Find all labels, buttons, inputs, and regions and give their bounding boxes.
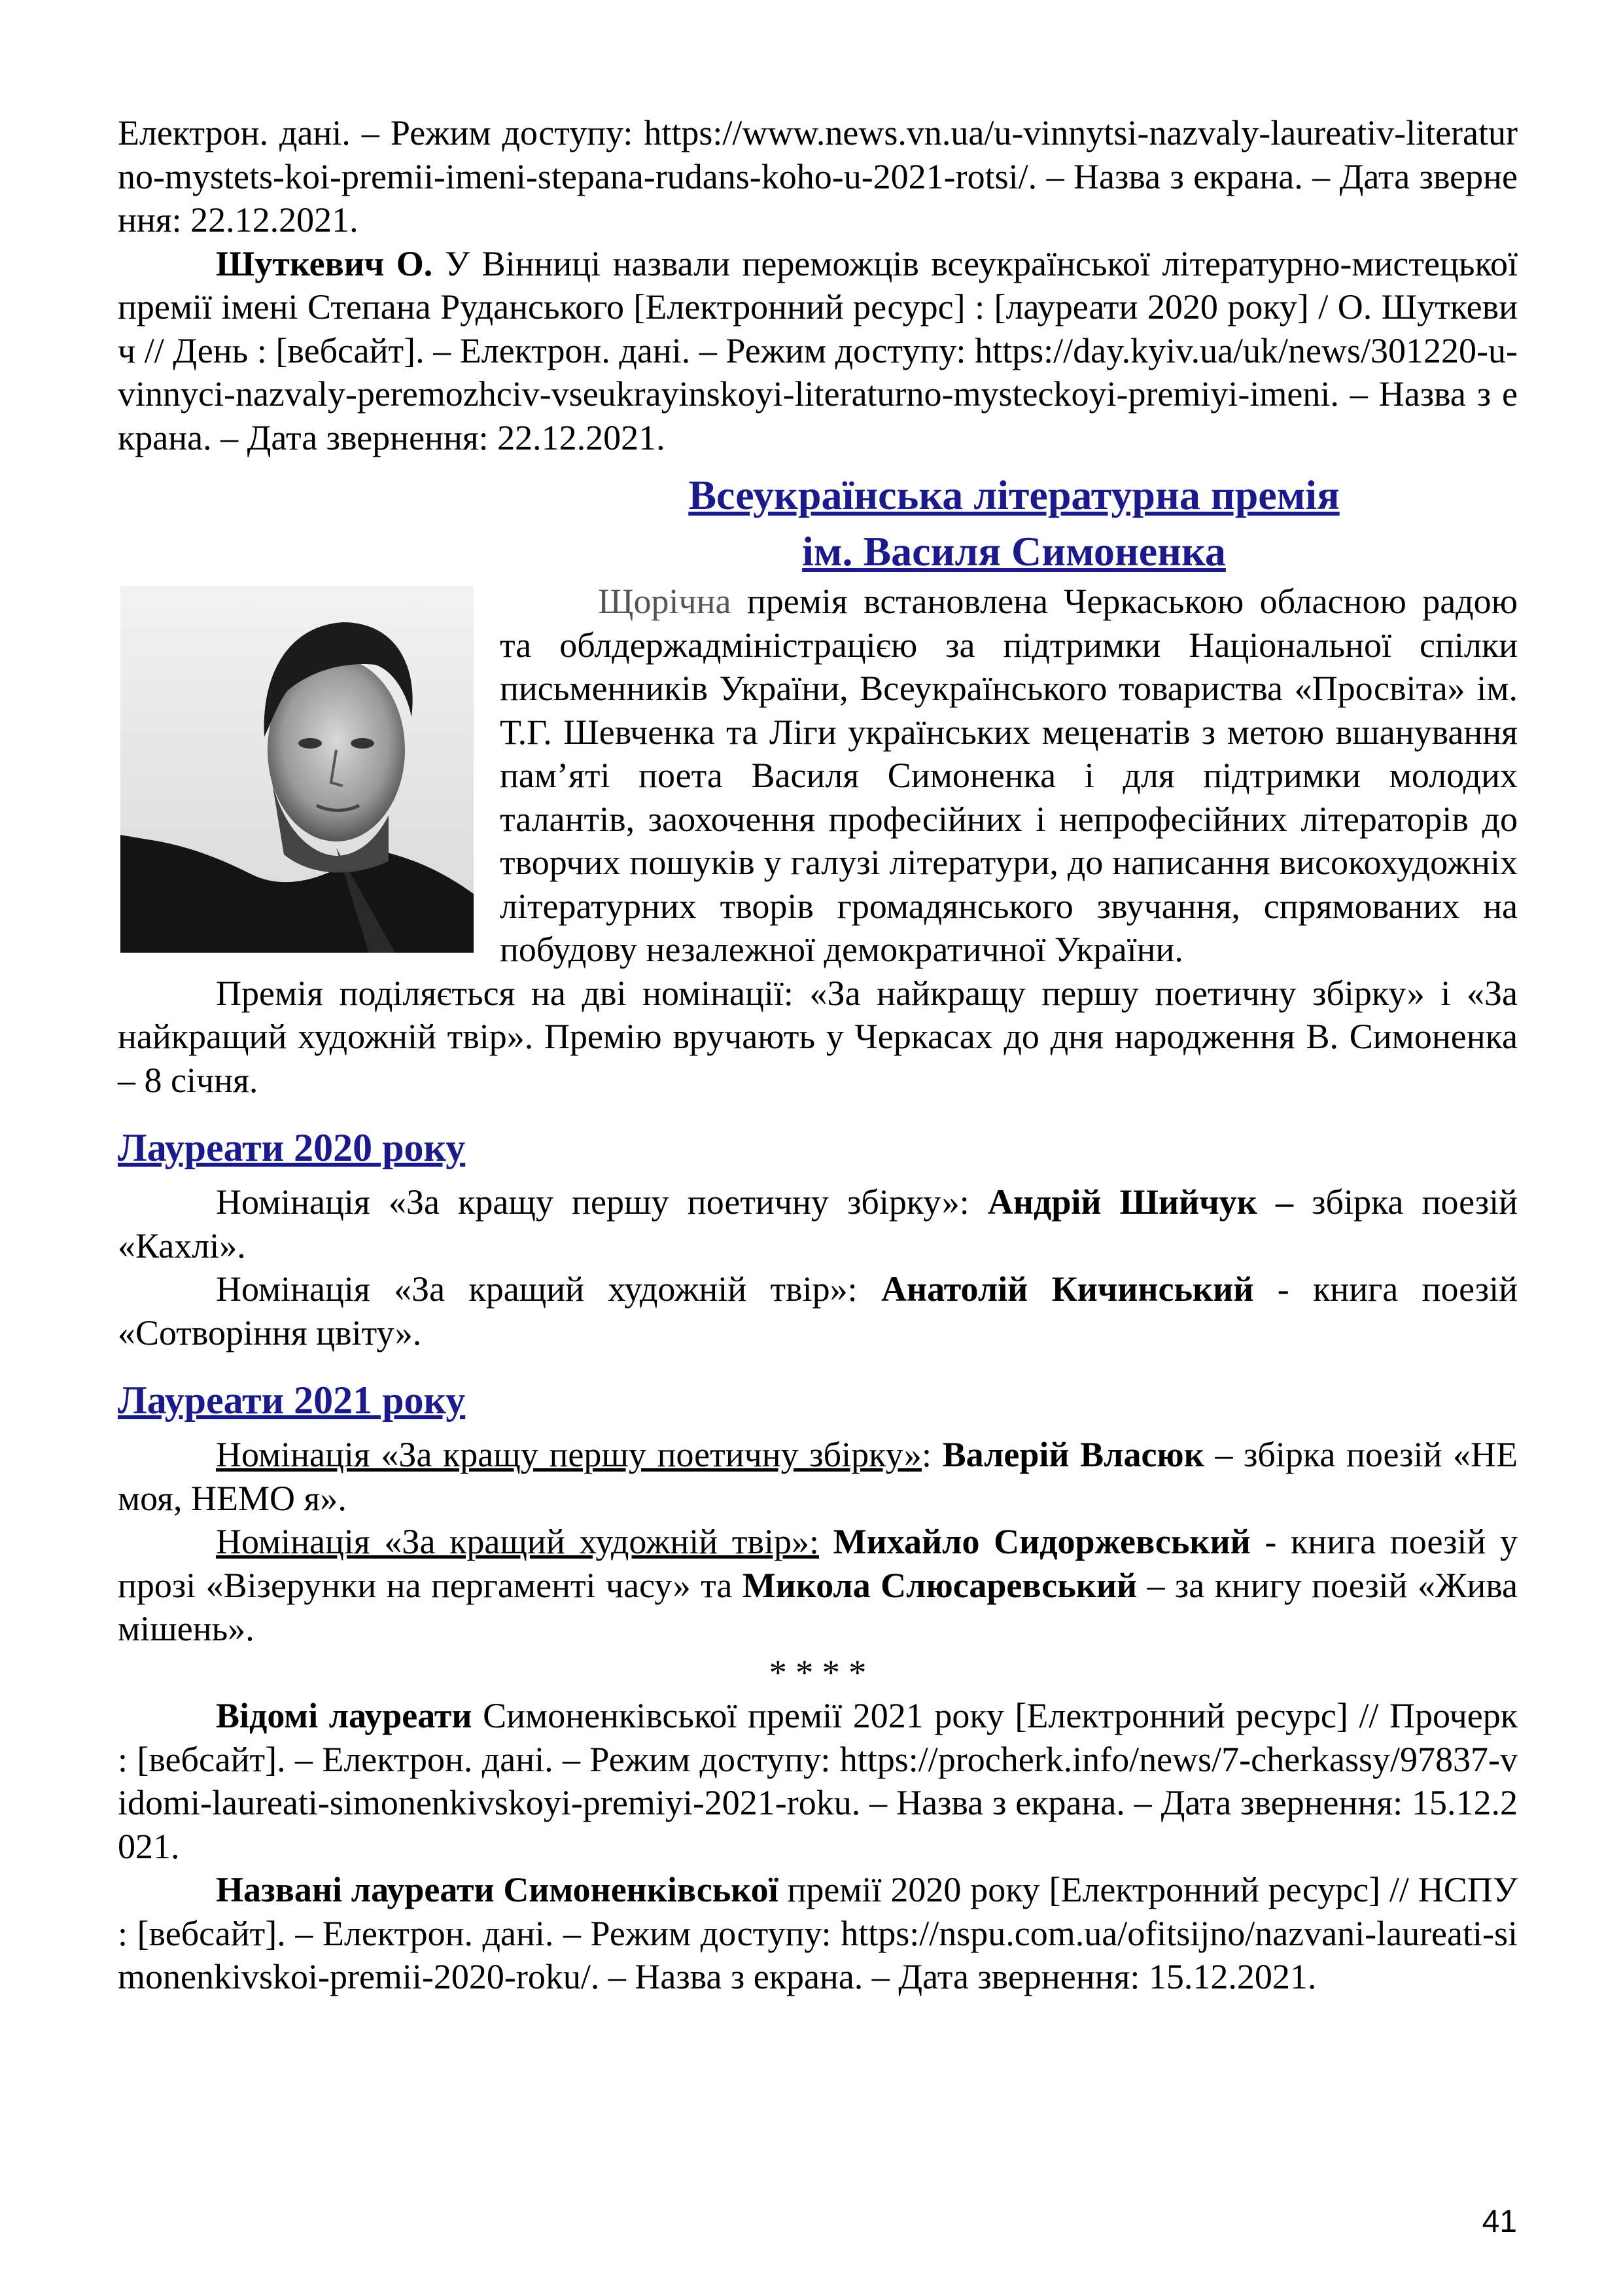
reference-text: У Вінниці назвали переможців всеукраїнської літературно-мистецької премії імені Степана Руданського [Електронний ресурс] : [лауреати 2020 року] / О. Шуткевич // День : [вебсайт]. – Електрон. дані. – Режим доступу: https://day.kyiv.ua/uk/news/301220-u-vinnyci-nazvaly-peremozhciv-vseukrayinskoyi-literaturno-mysteckoyi-premiyi-imeni. – Назва з екрана. – Дата звернення: 22.12.2021. xyxy=(118,243,1518,457)
nomination-entry xyxy=(118,1180,1518,1267)
nomination-label: Номінація «За кращий художній твір»: xyxy=(216,1269,881,1309)
laureate-work: – збірка поезій «НЕ моя, НЕМО я». xyxy=(118,1435,1518,1518)
intro-text: премія встановлена Черкаською обласною радою та облдержадміністрацією за підтримки Національної спілки письменників України, Всеукраїнського товариства «Просвіта» ім. Т.Г. Шевченка та Ліги українських меценатів з метою вшанування пам’яті поета Василя Симоненка і для підтримки молодих талантів, заохочення професійних і непрофесійних літераторів до творчих пошуків у галузі літератури, до написання високохудожніх літературних творів громадянського звучання, спрямованих на побудову незалежної демократичної України. xyxy=(500,582,1518,969)
section-title-line1: Всеукраїнська літературна премія xyxy=(688,472,1340,518)
laureate-work: - книга поезій «Сотворіння цвіту». xyxy=(118,1269,1518,1352)
laureate-name: Андрій Шийчук – xyxy=(987,1182,1293,1222)
section-title-line2: ім. Василя Симоненка xyxy=(802,528,1226,574)
reference-entry xyxy=(118,1694,1518,1868)
laureate-name: Анатолій Кичинський xyxy=(881,1269,1254,1309)
reference-entry xyxy=(118,1868,1518,1999)
intro-first-word: Щорічна xyxy=(598,582,731,621)
nomination-entry xyxy=(118,1433,1518,1520)
laureates-2021-heading: Лауреати 2021 року xyxy=(118,1379,466,1422)
laureate-work: збірка поезій «Кахлі». xyxy=(118,1182,1518,1265)
reference-entry xyxy=(118,111,1518,242)
nominations-paragraph xyxy=(118,972,1518,1103)
laureate-name: Микола Слюсаревський xyxy=(742,1565,1138,1605)
reference-author: Шуткевич О. xyxy=(216,243,433,283)
nominations-text: Премія поділяється на дві номінації: «За найкращу першу поетичну збірку» і «За найкращий художній твір». Премію вручають у Черкасах до дня народження В. Симоненка – 8 січня. xyxy=(118,973,1518,1100)
section-heading xyxy=(510,467,1518,580)
laureate-work: - книга поезій у прозі «Візерунки на пергаменті часу» та xyxy=(118,1522,1518,1605)
laureate-name: Валерій Власюк xyxy=(942,1435,1204,1474)
page-number: 41 xyxy=(1482,2204,1517,2239)
reference-entry xyxy=(118,242,1518,460)
nomination-label: Номінація «За кращу першу поетичну збірку» xyxy=(216,1435,922,1474)
nomination-entry xyxy=(118,1520,1518,1651)
nomination-label: Номінація «За кращу першу поетичну збірку»: xyxy=(216,1182,988,1222)
reference-text: премії 2020 року [Електронний ресурс] // НСПУ : [вебсайт]. – Електрон. дані. – Режим доступу: https://nspu.com.ua/ofitsijno/nazvani-laureati-simonenkivskoi-premii-2020-roku/. – Назва з екрана. – Дата звернення: 15.12.2021. xyxy=(118,1870,1518,1996)
separator: * * * * xyxy=(769,1652,867,1692)
portrait-photo xyxy=(120,586,474,953)
laureate-work: – за книгу поезій «Жива мішень». xyxy=(118,1565,1518,1648)
reference-title: Названі лауреати Симоненківської xyxy=(216,1870,778,1909)
laureate-name: Михайло Сидоржевський xyxy=(818,1522,1251,1561)
page-content xyxy=(118,111,1518,1999)
nomination-label: Номінація «За кращий художній твір»: xyxy=(216,1522,819,1561)
laureates-2020-heading: Лауреати 2020 року xyxy=(118,1126,466,1169)
reference-title: Відомі лауреати xyxy=(216,1696,472,1735)
reference-text: Електрон. дані. – Режим доступу: https://www.news.vn.ua/u-vinnytsi-nazvaly-laureativ-literaturno-mystets-koi-premii-imeni-stepana-rudans-koho-u-2021-rotsi/. – Назва з екрана. – Дата звернення: 22.12.2021. xyxy=(118,113,1518,239)
reference-text: Симоненківської премії 2021 року [Електронний ресурс] // Прочерк : [вебсайт]. – Електрон. дані. – Режим доступу: https://procherk.info/news/7-cherkassy/97837-vidomi-laureati-simonenkivskoyi-premiyi-2021-roku. – Назва з екрана. – Дата звернення: 15.12.2021. xyxy=(118,1696,1518,1866)
nomination-colon: : xyxy=(921,1435,943,1474)
nomination-entry xyxy=(118,1267,1518,1354)
